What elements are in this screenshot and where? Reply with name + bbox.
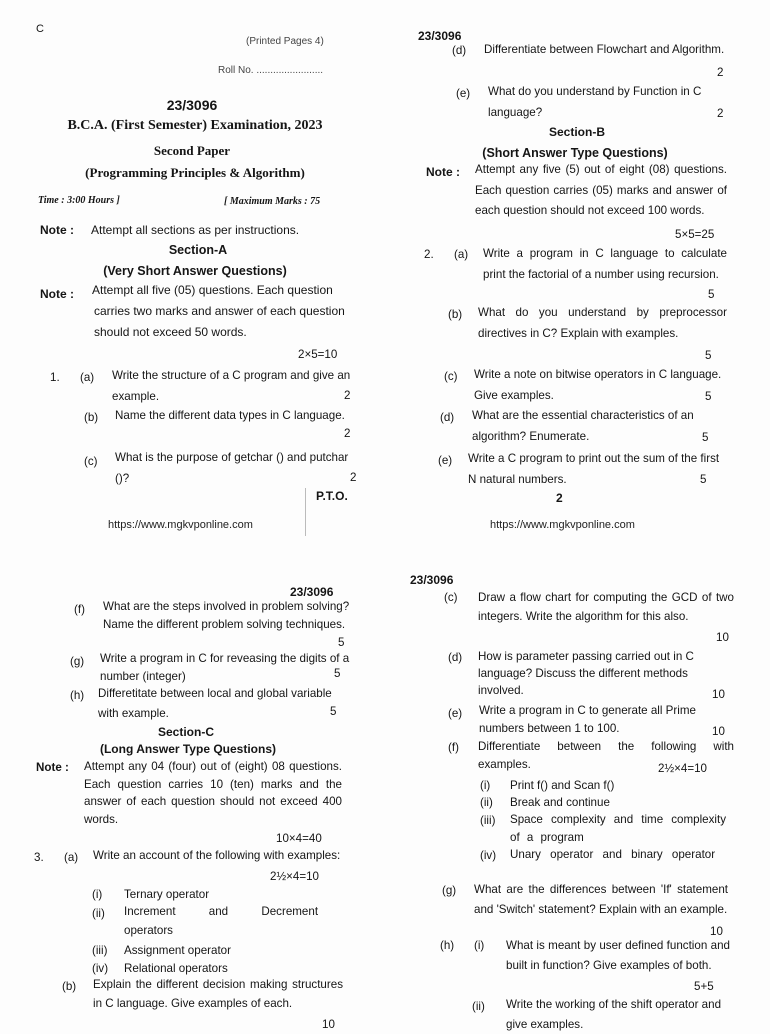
q3a-label: (a) (64, 851, 79, 864)
q3f-ii-label: (ii) (480, 796, 493, 809)
section-b-subheading: (Short Answer Type Questions) (482, 146, 668, 160)
q3f-marks: 2½×4=10 (658, 762, 708, 775)
q3c-label: (c) (444, 591, 458, 604)
page-code: 23/3096 (418, 29, 462, 43)
q3g-label: (g) (442, 884, 457, 897)
q1b-label: (b) (84, 411, 99, 424)
q3b-marks: 10 (322, 1018, 335, 1031)
note2-text: Attempt all five (05) questions. Each question carries two marks and answer of each question should not exceed 50 words. (92, 283, 345, 339)
q3f-i-text: Print f() and Scan f() (510, 779, 615, 792)
q1a-text: Write the structure of a C program and give an example. (112, 369, 351, 403)
q1h-text: Differetitate between local and global variable with example. (98, 687, 332, 720)
q3e-text: Write a program in C to generate all Prime numbers between 1 to 100. (479, 704, 696, 735)
q3d-marks: 10 (712, 688, 725, 701)
q1c-marks: 2 (350, 471, 357, 484)
exam-page-3 (0, 560, 384, 1031)
q3g-text: What are the differences between 'If' statement and 'Switch' statement? Explain with an example. (474, 883, 728, 916)
q2a-text: Write a program in C language to calculate print the factorial of a number using recursion. (483, 247, 727, 281)
section-a-subheading: (Very Short Answer Questions) (103, 264, 287, 278)
q3c-text: Draw a flow chart for computing the GCD of two integers. Write the algorithm for this also. (478, 591, 734, 623)
margin-line (305, 488, 306, 536)
q1b-marks: 2 (344, 427, 351, 440)
exam-page-4 (384, 560, 768, 1031)
maximum-marks: [ Maximum Marks : 75 (224, 196, 321, 207)
question-3-number: 3. (34, 851, 44, 864)
section-b-heading: Section-B (548, 125, 605, 139)
q1d-marks: 2 (717, 66, 724, 79)
section-c-note-marks: 10×4=40 (276, 832, 322, 845)
paper-code: 23/3096 (166, 97, 218, 113)
q3d-text: How is parameter passing carried out in C language? Discuss the different methods involved. (478, 650, 694, 698)
exam-title: B.C.A. (First Semester) Examination, 2023 (67, 118, 323, 133)
q2c-text: Write a note on bitwise operators in C language. Give examples. (474, 368, 722, 402)
pto-marker: P.T.O. (316, 489, 348, 503)
q2c-label: (c) (444, 370, 458, 383)
q3a-marks: 2½×4=10 (270, 870, 320, 883)
section-b-note-label: Note : (426, 165, 460, 179)
q2b-text: What do you understand by preprocessor directives in C? Explain with examples. (478, 306, 727, 340)
section-a-heading: Section-A (168, 243, 228, 257)
q1d-label: (d) (452, 44, 467, 57)
section-c-heading: Section-C (157, 725, 214, 739)
q2d-text: What are the essential characteristics of an algorithm? Enumerate. (472, 409, 694, 443)
q1a-marks: 2 (344, 389, 351, 402)
paper-number: Second Paper (153, 143, 231, 158)
q1g-text: Write a program in C for reveasing the digits of a number (integer) (100, 652, 350, 683)
roll-number: Roll No. ........................ (218, 65, 324, 76)
q2b-marks: 5 (705, 349, 712, 362)
section-c-subheading: (Long Answer Type Questions) (99, 742, 276, 756)
q1f-text: What are the steps involved in problem solving? Name the different problem solving techniques. (103, 600, 350, 631)
q3e-marks: 10 (712, 725, 725, 738)
note2-label: Note : (40, 287, 74, 301)
q2a-label: (a) (454, 248, 469, 261)
q1b-text: Name the different data types in C language. (115, 409, 345, 422)
footer-url: https://www.mgkvponline.com (108, 519, 253, 531)
q3f-iv-text: Unary operator and binary operator (510, 848, 716, 861)
q3a-iii-label: (iii) (92, 944, 108, 957)
question-2-number: 2. (424, 248, 434, 261)
q3f-ii-text: Break and continue (510, 796, 610, 809)
q3c-marks: 10 (716, 631, 729, 644)
q3a-ii-text: Increment and Decrement operators (124, 905, 319, 937)
time-allowed: Time : 3:00 Hours ] (38, 195, 120, 206)
q1h-label: (h) (70, 689, 85, 702)
q3f-label: (f) (448, 741, 459, 754)
q3d-label: (d) (448, 651, 463, 664)
section-c-note-text: Attempt any 04 (four) out of (eight) 08 questions. Each question carries 10 (ten) marks and the answer of each question should not exceed 400 words. (84, 760, 342, 826)
q3h-ii-text: Write the working of the shift operator and give examples. (506, 998, 722, 1031)
q3a-text: Write an account of the following with examples: (93, 849, 341, 862)
q3f-iv-label: (iv) (480, 849, 497, 862)
q3h-i-marks: 5+5 (694, 980, 714, 993)
section-b-note-marks: 5×5=25 (675, 228, 715, 241)
q2a-marks: 5 (708, 288, 715, 301)
q2c-marks: 5 (705, 390, 712, 403)
q1a-label: (a) (80, 371, 95, 384)
question-1-number: 1. (50, 371, 60, 384)
q1c-label: (c) (84, 455, 98, 468)
q2d-label: (d) (440, 411, 455, 424)
q1f-marks: 5 (338, 636, 345, 649)
q3h-i-text: What is meant by user defined function and built in function? Give examples of both. (506, 939, 730, 972)
page-number: 2 (556, 491, 563, 505)
q1g-label: (g) (70, 655, 85, 668)
page-code: 23/3096 (410, 573, 454, 587)
q1h-marks: 5 (330, 705, 337, 718)
section-b-note-text: Attempt any five (5) out of eight (08) questions. Each question carries (05) marks and answer of each question should not exceed 100 words. (475, 163, 727, 218)
printed-pages: (Printed Pages 4) (246, 36, 324, 47)
corner-mark: C (36, 23, 44, 35)
q3f-text: Differentiate between the following with examples. (478, 740, 734, 771)
q3g-marks: 10 (710, 925, 723, 938)
q3a-i-text: Ternary operator (124, 888, 210, 901)
exam-page-1 (0, 0, 384, 560)
q1c-text: What is the purpose of getchar () and putchar ()? (115, 451, 349, 485)
q3f-iii-text: Space complexity and time complexity of a program (510, 813, 726, 844)
paper-subject: (Programming Principles & Algorithm) (85, 165, 305, 180)
q2b-label: (b) (448, 308, 463, 321)
q3e-label: (e) (448, 707, 463, 720)
q3a-ii-label: (ii) (92, 907, 105, 920)
section-c-note-label: Note : (36, 761, 69, 774)
q1e-label: (e) (456, 87, 471, 100)
q1e-marks: 2 (717, 107, 724, 120)
q2e-label: (e) (438, 454, 453, 467)
note-text: Attempt all sections as per instructions. (91, 223, 300, 237)
q2e-marks: 5 (700, 473, 707, 486)
q3h-label: (h) (440, 939, 455, 952)
q3f-iii-label: (iii) (480, 814, 496, 827)
q1e-text: What do you understand by Function in C language? (488, 85, 702, 119)
q3a-i-label: (i) (92, 888, 103, 901)
q3b-text: Explain the different decision making structures in C language. Give examples of each. (93, 978, 343, 1010)
q3a-iv-label: (iv) (92, 962, 109, 975)
note-label: Note : (40, 223, 74, 237)
note2-marks: 2×5=10 (298, 348, 338, 361)
q2e-text: Write a C program to print out the sum of the first N natural numbers. (468, 452, 720, 486)
q3b-label: (b) (62, 980, 77, 993)
q3h-i-label: (i) (474, 939, 485, 952)
exam-page-2 (384, 0, 768, 560)
q2d-marks: 5 (702, 431, 709, 444)
q1d-text: Differentiate between Flowchart and Algorithm. (484, 43, 725, 56)
page-code: 23/3096 (290, 585, 334, 599)
q1g-marks: 5 (334, 667, 341, 680)
footer-url: https://www.mgkvponline.com (490, 519, 635, 531)
q3a-iv-text: Relational operators (124, 962, 228, 975)
q3f-i-label: (i) (480, 779, 491, 792)
q3h-ii-label: (ii) (472, 1000, 485, 1013)
q1f-label: (f) (74, 603, 85, 616)
q3a-iii-text: Assignment operator (124, 944, 231, 957)
